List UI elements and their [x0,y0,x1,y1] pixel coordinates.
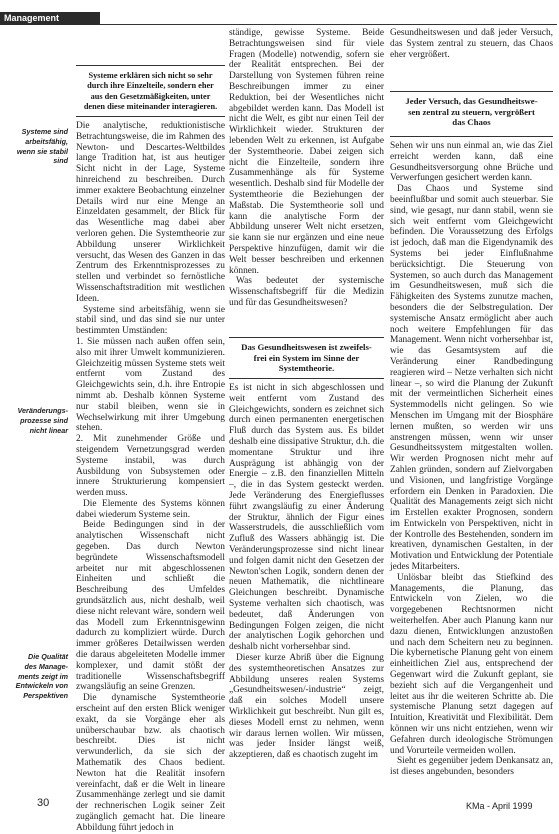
body-paragraph: Die analytische, reduktionistische Betrachtungsweise, die im Rahmen des Newton- und Descartes-Weltbildes lange Tradition hat, ist aus heutiger Sicht nicht in der Lage, Systeme hinreichend zu beschreiben. Durch immer exaktere Beobachtung einzelner Details wird nur eine Menge an Einzeldaten gesammelt, der Blick für das Wesentliche mag dabei aber verloren gehen. Die Systemtheorie zur Abbildung unserer Wirklichkeit versucht, das Wesen des Ganzen in das Zentrum des Erkenntnisprozesses zu stellen und verbindet so fernöstliche Wissenschaftstradition mit westlichen Ideen. [76,121,225,304]
margin-pullquote-line: Entwickeln von [15,681,68,691]
column-2-body-bottom [229,383,384,781]
subheading-line: das Chaos [452,117,491,128]
body-paragraph: Sieht es gegenüber jedem Denkansatz an, ist dieses angebunden, besonders [390,756,553,778]
body-paragraph: Die dynamische Systemtheorie erscheint auf den ersten Blick weniger exakt, da sie Vorgänge eher als unüberschaubar bzw. als chaotisch beschreibt. Dies ist nicht verwunderlich, da sie sich der Mathematik des Chaos bedient. Newton hat die Realität insofern vereinfacht, daß er die Welt in lineare Zusammenhänge zerlegt und sie damit der rechnerischen Logik seiner Zeit zugänglich gemacht hat. Die lineare Abbildung führt jedoch in [76,693,225,833]
column-1-pullquote-box [76,65,225,117]
subheading-line: Das Gesundheitswesen ist zweifels- [241,342,372,352]
section-label: Management [0,12,100,25]
subheading-line: Systemtheorie. [278,363,335,374]
pullquote-line: denen diese miteinander interagieren. [83,102,218,112]
body-paragraph: Das Chaos und Systeme sind beeinflußbar und somit auch steuerbar. Sie sind, wie gesagt, nur dann stabil, wenn sie sich weit entfernt vom Gleichgewicht befinden. Die Voraussetzung des Erfolgs ist jedoch, daß man die Eigendynamik des Systems bei jeder Einflußnahme berücksichtigt. Die Steuerung von Systemen, so auch durch das Management im Gesundheitswesen, muß sich die Fähigkeiten des Systems zunutze machen, besonders die der Selbstregulation. Der systemische Ansatz ermöglicht aber auch noch weitere Empfehlungen für das Management. Wenn nicht vorhersehbar ist, wie das Gesamtsystem auf die Veränderung einer Randbedingung reagieren wird – Netze verhalten sich nicht linear –, so wird die Planung der Zukunft mit der vermeintlichen Sicherheit eines Systemmodells nicht gelingen. So wie Menschen im Umgang mit der Biosphäre lernen mußten, so werden wir uns anstrengen müssen, wenn wir unser Gesundheitssystem mitgestalten wollen. Wir werden Prognosen nicht mehr auf Zahlen gründen, sondern auf Zielvorgaben und Visionen, und langfristige Vorgänge erfordern ein Denken in Paradoxien. Die Qualität des Managements zeigt sich nicht im Erstellen exakter Prognosen, sondern im Entwickeln von Perspektiven, nicht in der Kontrolle des Bestehenden, sondern im kreativen, dynamischen Gestalten, in der Motivation und Entwicklung der Potentiale jedes Mitarbeiters. [390,184,553,573]
margin-pullquote-line: Systeme sind [21,127,68,136]
margin-pullquote-line: nicht linear [29,425,68,435]
column-2-subheading-box [229,337,384,379]
pullquote-line: Systeme erklären sich nicht so sehr [88,71,213,80]
page-number: 30 [37,797,50,809]
margin-pullquote-line: ments zeigt im [18,671,68,681]
subheading-line: frei ein System im Sinne der [253,352,360,363]
body-paragraph-numbered: 2. Mit zunehmender Größe und steigendem Vernetzungsgrad werden Systeme instabil, was durch Ausbildung von Subsystemen oder innere Strukturierung kompensiert werden muss. [76,434,225,499]
subheading-line: Jeder Versuch, das Gesundheitswe- [405,96,538,106]
body-paragraph: Gesundheitswesen und daß jeder Versuch, das System zentral zu steuern, das Chaos eher vergrößert. [390,28,553,60]
column-2-body-top [229,28,384,335]
subheading-line: sen zentral zu steuern, vergrößert [408,106,535,117]
pullquote-line: aus den Gesetzmäßigkeiten, unter [90,91,211,101]
margin-pullquote [2,406,68,435]
column-3-body-bottom [390,141,553,789]
body-paragraph: Die Elemente des Systems können dabei wiederum Systeme sein. [76,498,225,520]
issue-label: KMa - April 1999 [466,801,533,811]
column-3-body-top [390,28,553,68]
body-paragraph: ständige, gewisse Systeme. Beide Betrachtungsweisen sind für viele Fragen (Modelle) notwendig, sofern sie der Realität entsprechen. Bei der Darstellung von Systemen führen reine Beschreibungen immer zu einer Reduktion, bei der Wesentliches nicht abgebildet werden kann. Das Modell ist nicht die Welt, es gibt nur einen Teil der Wirklichkeit wieder. Strukturen der lebenden Welt zu erkennen, ist Aufgabe der Systemtheorie. Dabei zeigen sich nicht die Einzelteile, sondern ihre Zusammenhänge als für Systeme wesentlich. Deshalb sind für Modelle der Systemtheorie die Beziehungen der Maßstab. Die Systemtheorie soll und kann die analytische Form der Abbildung unserer Welt nicht ersetzen, sie kann sie nur ergänzen und eine neue Perspektive hinzufügen, damit wir die Welt besser beschreiben und erkennen können. [229,28,384,276]
body-paragraph: Beide Bedingungen sind in der analytischen Wissenschaft nicht gegeben. Das durch Newton begründete Wissenschaftsmodell arbeitet nur mit abgeschlossenen Einheiten und schließt die Beschreibung des Umfeldes grundsätzlich aus, nicht deshalb, weil diese nicht relevant wäre, sondern weil das Modell zum Erkenntnisgewinn dadurch zu kompliziert würde. Durch immer größeres Detailwissen werden die daraus abgeleiteten Modelle immer komplexer, und damit stößt der traditionelle Wissenschaftsbegriff zwangsläufig an seine Grenzen. [76,520,225,693]
margin-pullquote [2,652,68,701]
body-paragraph: Sehen wir uns nun einmal an, wie das Ziel erreicht werden kann, daß eine Gesundheitsversorgung ohne Brüche und Verwerfungen gesichert werden kann. [390,141,553,184]
margin-pullquote-line: wenn sie stabil [16,146,68,156]
margin-pullquote-line: arbeitsfähig, [25,136,68,146]
body-paragraph: Was bedeutet der systemische Wissenschaftsbegriff für die Medizin und für das Gesundheitswesen? [229,276,384,308]
margin-pullquote-line: prozesse sind [20,415,68,425]
body-paragraph: Unlösbar bleibt das Stiefkind des Managements, die Planung, das Entwickeln von Zielen, wo die vorgegebenen Rechtsnormen nicht weiterhelfen. Aber auch Planung kann nur dazu dienen, Entwicklungen anzustoßen und nach dem Scheitern neu zu beginnen. Die kybernetische Planung geht von einem einheitlichen Ziel aus, entsprechend der Gegenwart wird die Zukunft geplant, sie bezieht sich auf die Vergangenheit und leitet aus ihr die weiteren Schritte ab. Die systemische Planung setzt dagegen auf Intuition, Kreativität und Flexibilität. Dem können wir uns nicht entziehen, wenn wir Gefahren durch ideologische Strömungen und Vorurteile vermeiden wollen. [390,572,553,756]
body-paragraph-numbered: 1. Sie müssen nach außen offen sein, also mit ihrer Umwelt kommunizieren. Gleichzeitig müssen Systeme stets weit entfernt vom Zustand des Gleichgewichts sein, d.h. ihre Entropie nimmt ab. Deshalb können Systeme nur stabil bleiben, wenn sie in Wechselwirkung mit ihrer Umgebung stehen. [76,336,225,434]
margin-pullquote-line: Die Qualität [28,652,68,661]
column-3-subheading-box [390,91,553,137]
margin-pullquote-line: des Manage- [24,661,68,671]
body-paragraph: Dieser kurze Abriß über die Eignung des systemtheoretischen Ansatzes zur Abbildung unseres realen Systems „Gesundheitswesen/-industrie“ zeigt, daß ein solches Modell unsere Wirklichkeit gut beschreibt. Nun gilt es, dieses Modell ernst zu nehmen, wenn wir daraus lernen wollen. Wir müssen, was jeder Insider längst weiß, akzeptieren, daß es chaotisch zugeht im [229,652,384,761]
column-1-body [76,121,225,833]
margin-pullquote-line: Veränderungs- [17,406,68,415]
body-paragraph: Es ist nicht in sich abgeschlossen und weit entfernt vom Zustand des Gleichgewichts, sondern es zeichnet sich durch einen permanenten energetischen Fluß durch das System aus. Es bildet deshalb eine dissipative Struktur, d.h. die momentane Struktur und ihre Ausprägung ist abhängig von der Energie – z.B. den finanziellen Mitteln –, die in das System gesteckt werden. Jede Veränderung des Energieflusses führt zwangsläufig zu einer Änderung der Struktur, ähnlich der Figur eines Wasserstrudels, die ausschließlich vom Zufluß des Wassers abhängig ist. Die Veränderungsprozesse sind nicht linear und folgen damit nicht den Gesetzen der Newton'schen Logik, sondern denen der neuen Mathematik, die nichtlineare Gleichungen beschreibt. Dynamische Systeme verhalten sich chaotisch, was bedeutet, daß Änderungen von Bedingungen Folgen zeigen, die nicht der analytischen Logik gehorchen und deshalb nicht vorhersehbar sind. [229,383,384,653]
pullquote-line: durch ihre Einzelteile, sondern eher [87,81,214,91]
margin-pullquote [2,127,68,166]
body-paragraph: Systeme sind arbeitsfähig, wenn sie stabil sind, und das sind sie nur unter bestimmten Umständen: [76,304,225,337]
margin-pullquote-line: Perspektiven [23,691,68,701]
margin-pullquote-line: sind [53,156,68,166]
